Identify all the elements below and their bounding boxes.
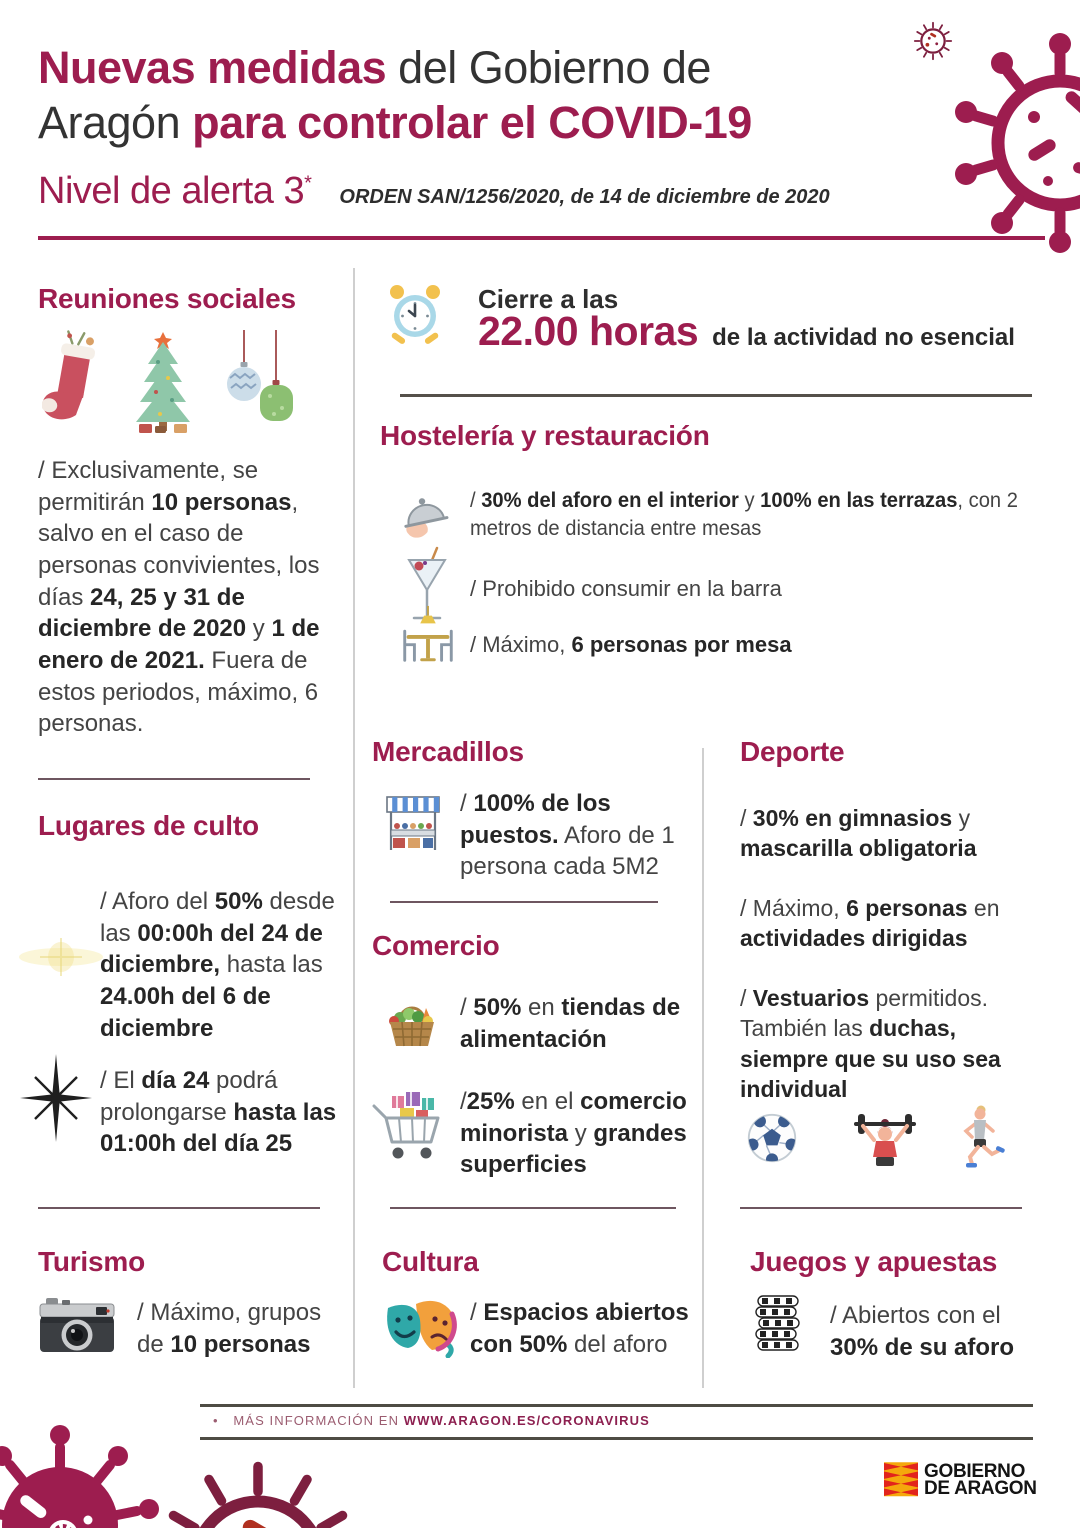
aragon-flag-icon <box>884 1462 918 1498</box>
table-chairs-icon <box>396 604 460 668</box>
logo-line1: GOBIERNO <box>924 1461 1026 1482</box>
page-title-line2: Aragón para controlar el COVID-19 <box>38 97 752 148</box>
mercadillos-divider <box>390 901 658 903</box>
turismo-text: / Máximo, grupos de 10 personas <box>137 1299 322 1358</box>
logo-text <box>924 1463 1037 1497</box>
comercio-item-1-text: / 50% en tiendas de alimentación <box>460 994 681 1053</box>
footer-info-label: MÁS INFORMACIÓN EN <box>233 1413 404 1428</box>
virus-large-icon <box>935 18 1080 268</box>
header-divider <box>38 236 1045 240</box>
christmas-stocking-icon <box>42 328 104 432</box>
food-basket-icon <box>382 994 442 1052</box>
section-title-mercadillos: Mercadillos <box>372 736 524 767</box>
reuniones-divider <box>38 778 310 780</box>
closure-divider <box>400 394 1032 397</box>
deporte-item-2-text: / Máximo, 6 personas en actividades dirigidas <box>740 895 1000 952</box>
shopping-cart-icon <box>368 1088 450 1164</box>
page-title <box>38 40 898 150</box>
section-title-juegos: Juegos y apuestas <box>750 1246 998 1277</box>
section-title-comercio: Comercio <box>372 930 500 961</box>
closure-intro: Cierre a las <box>478 284 619 314</box>
alert-row <box>38 170 830 213</box>
order-reference: ORDEN SAN/1256/2020, de 14 de diciembre de 2020 <box>339 186 830 208</box>
hosteleria-item-1-text: / 30% del aforo en el interior y 100% en las terrazas, con 2 metros de distancia entre mesas <box>470 489 1018 540</box>
christmas-tree-icon <box>130 330 196 438</box>
cultura-divider <box>390 1207 676 1209</box>
logo-line2: DE ARAGON <box>924 1478 1037 1499</box>
market-stall-icon <box>383 792 443 856</box>
section-title-cultura: Cultura <box>382 1246 479 1277</box>
camera-icon <box>38 1290 116 1362</box>
gobierno-aragon-logo <box>884 1462 1037 1498</box>
closure-line <box>478 308 1015 355</box>
bethlehem-star-icon <box>14 1052 98 1144</box>
column-divider-right <box>702 748 704 1388</box>
column-divider-left <box>353 268 355 1388</box>
lugares-item-1-text: / Aforo del 50% desde las 00:00h del 24 de diciembre, hasta las 24.00h del 6 de diciembre <box>100 888 335 1042</box>
virus-small-bottom-icon <box>108 1414 408 1528</box>
running-icon <box>948 1102 1006 1172</box>
section-title-hosteleria: Hostelería y restauración <box>380 420 710 451</box>
section-title-deporte: Deporte <box>740 736 845 767</box>
poker-chips-icon <box>752 1294 802 1360</box>
mercadillos-text: / 100% de los puestos. Aforo de 1 persona cada 5M2 <box>460 790 675 881</box>
soccer-ball-icon <box>746 1112 798 1164</box>
reuniones-text: / Exclusivamente, se permitirán 10 personas, salvo en el caso de personas convivientes, los días 24, 25 y 31 de diciembre de 2020 y 1 de enero de 2021. Fuera de estos periodos, máximo, 6 personas. <box>38 457 320 738</box>
deporte-item-1-text: / 30% en gimnasios y mascarilla obligatoria <box>740 805 977 862</box>
footer-divider-top <box>200 1404 1033 1407</box>
theater-masks-icon <box>382 1294 462 1358</box>
turismo-divider <box>38 1207 320 1209</box>
lugares-item-2-text: / El día 24 podrá prolongarse hasta las 01:00h del día 25 <box>100 1067 337 1158</box>
serving-cloche-icon <box>398 486 452 542</box>
christmas-ornaments-icon <box>222 330 294 432</box>
comercio-item-2-text: /25% en el comercio minorista y grandes superficies <box>460 1088 687 1179</box>
hosteleria-item-3-text: / Máximo, 6 personas por mesa <box>470 632 792 657</box>
section-title-lugares: Lugares de culto <box>38 810 259 841</box>
hosteleria-item-2-text: / Prohibido consumir en la barra <box>470 576 782 601</box>
deporte-item-3-text: / Vestuarios permitidos. También las duchas, siempre que su uso sea individual <box>740 985 1001 1103</box>
closure-scope: de la actividad no esencial <box>712 324 1015 351</box>
closure-time: 22.00 horas <box>478 308 699 354</box>
section-title-turismo: Turismo <box>38 1246 145 1277</box>
glow-icon <box>16 930 106 984</box>
alert-level: Nivel de alerta 3* <box>38 170 312 212</box>
section-title-reuniones: Reuniones sociales <box>38 283 296 314</box>
footnote-mark: * <box>304 172 312 195</box>
footer-bullet: • <box>213 1413 219 1428</box>
footer-info-url[interactable]: WWW.ARAGON.ES/CORONAVIRUS <box>403 1413 650 1428</box>
juegos-text: / Abiertos con el 30% de su aforo <box>830 1302 1015 1361</box>
weightlifting-icon <box>850 1104 920 1172</box>
alarm-clock-icon <box>383 281 447 349</box>
juegos-divider <box>740 1207 1022 1209</box>
page-title-line1: Nuevas medidas del Gobierno de <box>38 42 711 93</box>
cultura-text: / Espacios abiertos con 50% del aforo <box>470 1299 689 1358</box>
